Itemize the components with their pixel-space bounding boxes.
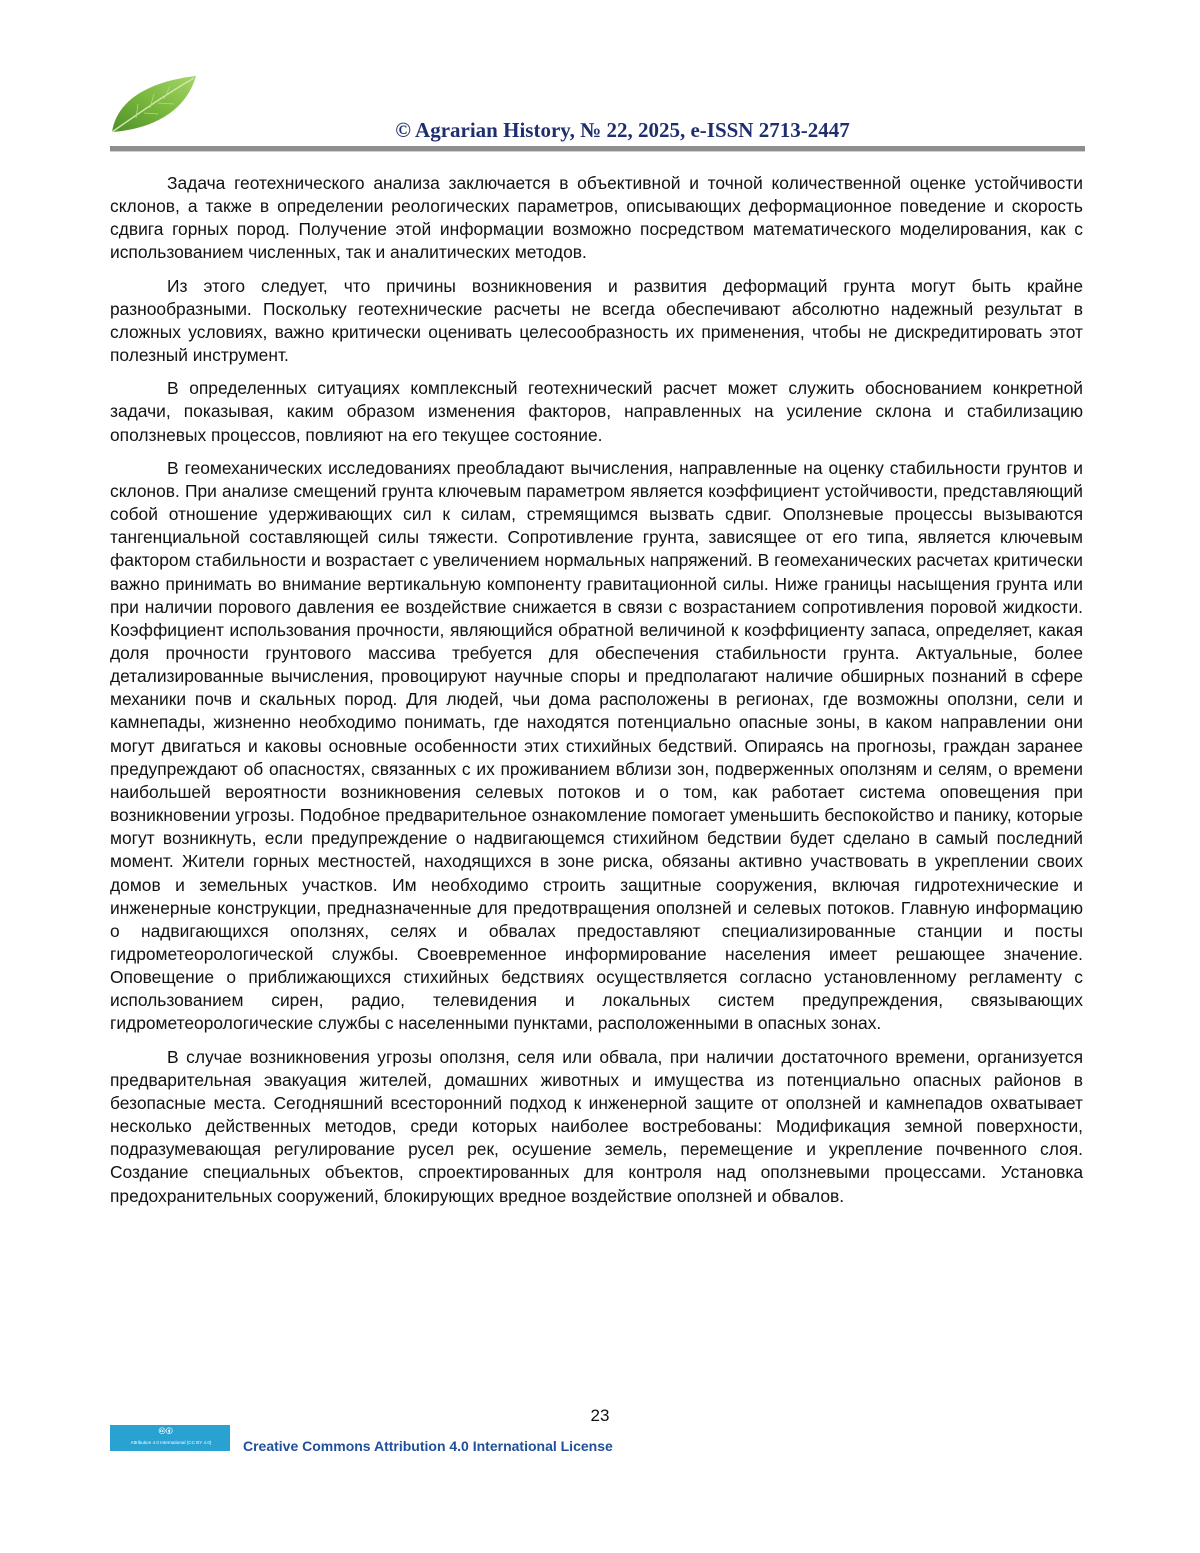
journal-header-title: © Agrarian History, № 22, 2025, e-ISSN 2713-2447	[395, 118, 850, 142]
license-link[interactable]: Creative Commons Attribution 4.0 International License	[243, 1438, 613, 1454]
cc-by-icon: 🅭🅯	[159, 1426, 174, 1437]
paragraph: В определенных ситуациях комплексный геотехнический расчет может служить обоснованием конкретной задачи, показывая, каким образом изменения факторов, направленных на усиление склона и стабилизацию оползневых процессов, повлияют на его текущее состояние.	[110, 378, 1083, 445]
page-number: 23	[590, 1406, 610, 1425]
header-divider	[110, 146, 1085, 152]
paragraph: В случае возникновения угрозы оползня, селя или обвала, при наличии достаточного времени, организуется предварительная эвакуация жителей, домашних животных и имущества из потенциально опасных районов в безопасные места. Сегодняшний всесторонний подход к инженерной защите от оползней и камнепадов охватывает несколько действенных методов, среди которых наиболее востребованы: Модификация земной поверхности, подразумевающая регулирование русел рек, осушение земель, перемещение и укрепление почвенного слоя. Создание специальных объектов, спроектированных для контроля над оползневыми процессами. Установка предохранительных сооружений, блокирующих вредное воздействие оползней и обвалов.	[110, 1046, 1083, 1206]
cc-license-badge[interactable]	[110, 1425, 230, 1451]
paragraph: Из этого следует, что причины возникновения и развития деформаций грунта могут быть крайне разнообразными. Поскольку геотехнические расчеты не всегда обеспечивают абсолютно надежный результат в сложных условиях, важно критически оценивать целесообразность их применения, чтобы не дискредитировать этот полезный инструмент.	[110, 275, 1083, 366]
cc-badge-text: Attribution 4.0 International (CC BY 4.0)	[130, 1440, 212, 1445]
paragraph: Задача геотехнического анализа заключается в объективной и точной количественной оценке устойчивости склонов, а также в определении реологических параметров, описывающих деформационное поведение и скорость сдвига горных пород. Получение этой информации возможно посредством математического моделирования, как с использованием численных, так и аналитических методов.	[110, 173, 1083, 263]
paragraph: В геомеханических исследованиях преобладают вычисления, направленные на оценку стабильности грунтов и склонов. При анализе смещений грунта ключевым параметром является коэффициент устойчивости, представляющий собой отношение удерживающих сил к силам, стремящимся вызвать сдвиг. Оползневые процессы вызываются тангенциальной составляющей силы тяжести. Сопротивление грунта, зависящее от его типа, является ключевым фактором стабильности и возрастает с увеличением нормальных напряжений. В геомеханических расчетах критически важно принимать во внимание вертикальную компоненту гравитационной силы. Ниже границы насыщения грунта или при наличии порового давления ее воздействие снижается в связи с возрастанием сопротивления поровой жидкости. Коэффициент использования прочности, являющийся обратной величиной к коэффициенту запаса, определяет, какая доля прочности грунтового массива требуется для обеспечения стабильности грунта. Актуальные, более детализированные вычисления, провоцируют научные споры и предполагают наличие обширных познаний в сфере механики почв и скальных пород. Для людей, чьи дома расположены в регионах, где возможны оползни, сели и камнепады, жизненно необходимо понимать, где находятся потенциально опасные зоны, в каком направлении они могут двигаться и каковы основные особенности этих стихийных бедствий. Опираясь на прогнозы, граждан заранее предупреждают об опасностях, связанных с их проживанием вблизи зон, подверженных оползням и селям, о времени наибольшей вероятности возникновения селевых потоков и о том, как работает система оповещения при возникновении угрозы. Подобное предварительное ознакомление помогает уменьшить беспокойство и панику, которые могут возникнуть, если предупреждение о надвигающемся стихийном бедствии будет сделано в самый последний момент. Жители горных местностей, находящихся в зоне риска, обязаны активно участвовать в укреплении своих домов и земельных участков. Им необходимо строить защитные сооружения, включая гидротехнические и инженерные конструкции, предназначенные для предотвращения оползней и селевых потоков. Главную информацию о надвигающихся оползнях, селях и обвалах предоставляют специализированные станции и посты гидрометеорологической службы. Своевременное информирование населения имеет решающее значение. Оповещение о приближающихся стихийных бедствиях осуществляется согласно установленному регламенту с использованием сирен, радио, телевидения и локальных систем предупреждения, связывающих гидрометеорологические службы с населенными пунктами, расположенными в опасных зонах.	[110, 457, 1083, 1034]
article-body	[110, 172, 1083, 1218]
